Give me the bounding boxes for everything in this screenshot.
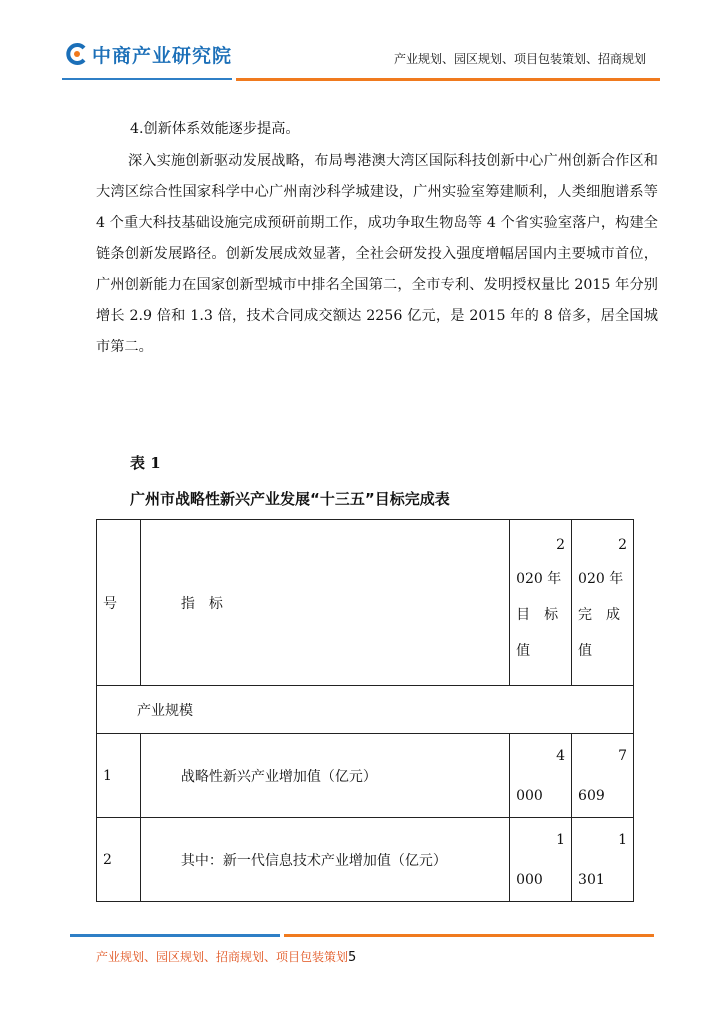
row-actual: 7 609	[572, 734, 634, 818]
logo-text: 中商产业研究院	[92, 44, 233, 67]
footer-text: 产业规划、园区规划、招商规划、项目包装策划	[96, 950, 349, 964]
row-num: 2	[97, 818, 141, 902]
footer-divider-blue	[70, 934, 280, 937]
table-title: 广州市战略性新兴产业发展“十三五”目标完成表	[130, 490, 450, 508]
table-label: 表 1	[130, 454, 161, 472]
table-row	[97, 818, 634, 902]
table-row	[97, 734, 634, 818]
row-indicator: 其中：新一代信息技术产业增加值（亿元）	[140, 818, 509, 902]
table-header-row	[97, 520, 634, 686]
header-tagline: 产业规划、园区规划、项目包装策划、招商规划	[393, 52, 646, 66]
footer	[96, 948, 356, 965]
row-actual: 1 301	[572, 818, 634, 902]
header-indicator: 指 标	[140, 520, 509, 686]
header-divider-blue	[62, 78, 232, 80]
page-number: 5	[348, 950, 357, 965]
logo-c-icon	[64, 42, 88, 66]
body-paragraph: 深入实施创新驱动发展战略，布局粤港澳大湾区国际科技创新中心广州创新合作区和大湾区综合性国家科学中心广州南沙科学城建设，广州实验室筹建顺利，人类细胞谱系等 4 个重大科技基础设施完成预研前期工作，成功争取生物岛等 4 个省实验室落户，构建全链条创新发展路径。创新发展成效显著，全社会研发投入强度增幅居国内主要城市首位，广州创新能力在国家创新型城市中排名全国第二，全市专利、发明授权量比 2015 年分别增长 2.9 倍和 1.3 倍，技术合同成交额达 2256 亿元，是 2015 年的 8 倍多，居全国城市第二。	[96, 153, 658, 355]
footer-divider-orange	[284, 934, 654, 937]
row-num: 1	[97, 734, 141, 818]
header-target: 2 020 年目 标值	[510, 520, 572, 686]
row-indicator: 战略性新兴产业增加值（亿元）	[140, 734, 509, 818]
row-target: 1 000	[510, 818, 572, 902]
goals-table	[96, 519, 634, 902]
logo	[64, 40, 232, 68]
section-heading: 4.创新体系效能逐步提高。	[130, 121, 300, 137]
row-target: 4 000	[510, 734, 572, 818]
section-row	[97, 686, 634, 734]
header-divider-orange	[236, 78, 660, 81]
section-label: 产业规模	[97, 686, 634, 734]
header-actual: 2 020 年完 成值	[572, 520, 634, 686]
header-num: 号	[97, 520, 141, 686]
